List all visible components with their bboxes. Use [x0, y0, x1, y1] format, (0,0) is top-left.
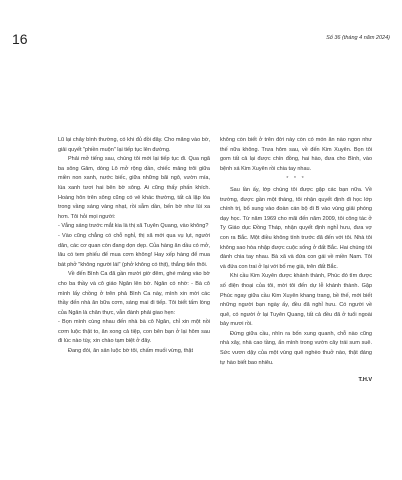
page-number: 16	[12, 31, 28, 47]
paragraph: - Vắng sáng trước mắt kia là thị xã Tuyên Quang, vào không?	[58, 223, 209, 230]
paragraph: Sau lần ấy, lớp chúng tôi được gặp các bạn nữa. Về trường, được gần một tháng, tôi nhận quyết định đi học lớp chính trị, bổ sung vào đoàn cán bộ đi B vào vùng giải phóng dạy học. Từ năm 1969 cho mãi đến năm 2009, tôi công tác ở Ty Giáo dục Đồng Tháp, nhận quyết định nghỉ hưu, đưa vợ con ra Bắc. Một điều không tính trước đã đến với tôi. Nhà tôi không sao hòa nhập được cuộc sống ở đất Bắc. Hai chúng tôi đành chia tay nhau. Bà xã và đứa con gái về miền Nam. Tôi và đứa con trai ở lại với bố mẹ già, trên đất Bắc.	[220, 186, 372, 270]
paragraph: Về đến Bình Ca đã gần mười giờ đêm, ghé mảng vào bờ cho ba thầy và cô giáo Ngân lên bờ. Ngân có nhờ: - Bà cô mình lấy chồng ở trên phả Bình Ca này, mình xin mời các thầy đến nhà ăn bữa cơm, sáng mai đi tiếp. Tôi biết tấm lòng của Ngân là chân thực, vẫn đành phải giao hẹn:	[58, 271, 210, 316]
paragraph: - Vào cũng chẳng có chỗ nghỉ, thị xã mới qua vụ lụt, người dân, các cơ quan còn đang dọn dẹp. Của hàng ăn dầu có mở, lâu có tem phiếu để mua cơm không! Hay xếp hàng để mua bát phở "không người lái" (phở không có thịt), thắng tiến thôi.	[58, 232, 210, 268]
paragraph: Đang đói, ăn sản luộc bờ tôi, chấm muối vừng, thật	[68, 348, 193, 355]
article-column-left	[58, 136, 210, 357]
paragraph: Khi cầu Kim Xuyên được khánh thành, Phúc đó tìm được số điện thoại của tôi, mời tôi đến dự lễ khánh thành. Gặp Phúc ngay giữa cầu Kim Xuyên khang trang, bề thế, mới biết những người bạn ngày ấy, đều đã nghỉ hưu. Có người về quê, có người ở lại Tuyên Quang, tất cả đều đã ở tuổi ngoài bảy mươi rồi.	[220, 273, 372, 328]
paragraph: - Bọn mình cùng nhau đến nhà bà cô Ngân, chỉ xin một nồi cơm luộc thật to, ăn xong cả tiệp, con bên bạn ở lại hôm sau đi lúc nào tùy, xin chào tạm biệt ở đây.	[58, 319, 210, 345]
paragraph: Đứng giữa cầu, nhìn ra bốn xung quanh, chỗ nào cũng nhà xây, nhà cao tầng, ẩn mình trong vườn cây trái sum suê. Sức vươn dậy của một vùng quê nghèo thuở nào, thật đáng tự hào biết bao nhiêu.	[220, 330, 372, 366]
section-separator: * * *	[286, 176, 306, 183]
paragraph: không còn biết ở trên đời này còn có món ăn nào ngon như thế nữa không. Trưa hôm sau, về đến Kim Xuyên. Bọn tôi gom tất cả lại được chín đồng, hai hào, đưa cho Bình, vào bệnh xá Kim Xuyên rồi chia tay nhau.	[220, 137, 372, 172]
paragraph: Lũ lại chảy bình thường, có khi đủ đồi đây. Cho mãng vào bờ, giải quyết "phiền muộn" lại tiếp tục lên đường.	[58, 137, 210, 153]
author-signature: T.H.V	[358, 377, 372, 384]
paragraph: Phải mở tiếng sau, chúng tôi mới lại tiếp tục đi. Qua ngã ba sông Gâm, dòng Lô mở rộng dần, chiếc mảng trôi giữa miền non xanh, nước biếc, giữa những bãi ngô, vườn mía, lúa xanh tươi hai bên bờ sông. Ai cũng thấy phấn khích. Hoàng hôn trên sông cũng có vẻ khác thường, tất cả lặp lóa trong vầng sáng vàng nhạt, rồi sẫm dần, bến bờ như lùi xa hơn. Tôi hỏi mọi người:	[58, 156, 210, 220]
issue-label: Số 36 (tháng 4 năm 2024)	[326, 35, 390, 41]
article-column-right	[220, 136, 372, 386]
